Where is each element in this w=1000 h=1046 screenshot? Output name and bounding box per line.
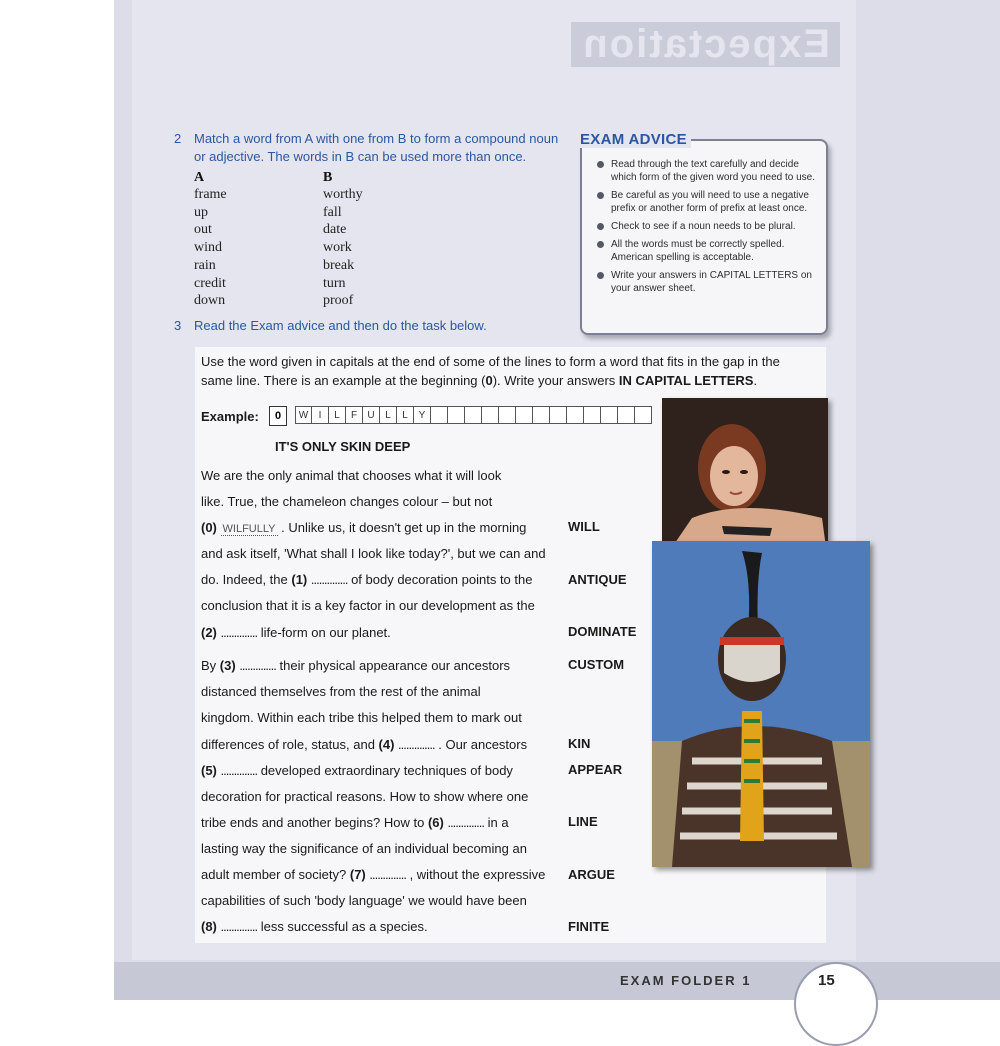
keyword: LINE: [568, 814, 598, 829]
word-a: frame: [194, 187, 227, 202]
example-letter-cell: [431, 406, 448, 424]
text-line: conclusion that it is a key factor in our development as the: [201, 598, 535, 613]
text-line: By (3) .............. their physical appearance our ancestors: [201, 658, 511, 673]
example-letter-cell: W: [295, 406, 312, 424]
photo-tribal-illustration: [652, 541, 870, 867]
keyword: APPEAR: [568, 762, 623, 777]
bullet-icon: [597, 272, 604, 279]
advice-item: Write your answers in CAPITAL LETTERS on your answer sheet.: [597, 269, 819, 295]
text-line: We are the only animal that chooses what it will look: [201, 468, 502, 483]
question-number: 3: [174, 318, 182, 333]
gap: ..............: [220, 763, 258, 778]
word-b: proof: [323, 293, 354, 309]
left-margin: [0, 0, 114, 1000]
example-letter-cell: [499, 406, 516, 424]
example-letter-cell: [465, 406, 482, 424]
question-2: [174, 130, 564, 170]
example-letter-cell: [567, 406, 584, 424]
word-a: up: [194, 204, 208, 220]
bullet-icon: [597, 192, 604, 199]
example-letter-cell: Y: [414, 406, 431, 424]
keyword: ARGUE: [568, 867, 615, 882]
word-a: wind: [194, 240, 222, 256]
photo-tribal-man: [652, 541, 870, 867]
keyword: CUSTOM: [568, 657, 625, 672]
text-line: do. Indeed, the (1) .............. of body decoration points to the: [201, 572, 533, 587]
word-a: rain: [194, 257, 216, 273]
gap: ..............: [310, 572, 348, 587]
text-line: (5) .............. developed extraordinary techniques of body: [201, 763, 513, 778]
example-letter-cell: U: [363, 406, 380, 424]
keyword: DOMINATE: [568, 624, 637, 639]
text-title: IT'S ONLY SKIN DEEP: [275, 439, 411, 454]
text-line: distanced themselves from the rest of the animal: [201, 684, 481, 699]
example-letter-cell: L: [380, 406, 397, 424]
gap: ..............: [369, 867, 406, 882]
text-line: differences of role, status, and (4) .............. . Our ancestors: [201, 737, 528, 752]
example-letter-cell: L: [329, 406, 346, 424]
text-line: (0) WILFULLY . Unlike us, it doesn't get up in the morning: [201, 520, 527, 535]
footer-label: EXAM FOLDER 1: [620, 973, 752, 988]
example-letter-cell: F: [346, 406, 363, 424]
word-a: credit: [194, 275, 226, 291]
advice-item: Read through the text carefully and decide which form of the given word you need to use.: [597, 158, 819, 184]
text-line: lasting way the significance of an individual becoming an: [201, 841, 527, 856]
text-line: kingdom. Within each tribe this helped them to mark out: [201, 710, 522, 725]
text-line: decoration for practical reasons. How to show where one: [201, 789, 529, 804]
example-number-box: 0: [269, 406, 287, 426]
gap: ..............: [398, 737, 435, 752]
advice-item: Check to see if a noun needs to be plural.: [597, 220, 819, 233]
task-instruction: Use the word given in capitals at the end of some of the lines to form a word that fits in the gap in the same line. There is an example at the beginning (0). Write your answers IN CAPITAL LETTERS.: [201, 354, 780, 388]
text-line: like. True, the chameleon changes colour – but not: [201, 494, 493, 509]
question-number: 2: [174, 131, 182, 146]
example-letter-cell: L: [397, 406, 414, 424]
word-b: fall: [323, 204, 342, 220]
word-b: turn: [323, 275, 346, 291]
column-b-heading: B: [323, 170, 333, 185]
photo-woman-tattoo: [662, 398, 828, 562]
example-letter-cell: [482, 406, 499, 424]
gap: ..............: [239, 658, 276, 673]
text-line: capabilities of such 'body language' we would have been: [201, 893, 527, 908]
word-b: work: [323, 240, 352, 256]
example-letter-cell: [618, 406, 635, 424]
page-number-circle: [794, 962, 878, 1046]
bullet-icon: [597, 223, 604, 230]
question-text: Match a word from A with one from B to form a compound noun or adjective. The words in B can be used more than once.: [194, 131, 559, 164]
gap: ..............: [447, 815, 485, 830]
gap: ..............: [220, 919, 258, 934]
column-a-heading: A: [194, 170, 205, 185]
text-line: (2) .............. life-form on our planet.: [201, 625, 391, 640]
word-a: down: [194, 293, 226, 309]
keyword: WILL: [568, 519, 600, 534]
bleed-through-title: Expectation: [520, 22, 840, 72]
word-b: break: [323, 257, 355, 273]
example-answer-grid: [295, 406, 652, 424]
text-line: adult member of society? (7) .............. , without the expressive: [201, 867, 546, 882]
column-b-list: [323, 186, 363, 310]
example-letter-cell: [533, 406, 550, 424]
handwritten-answer: WILFULLY: [222, 523, 276, 535]
bullet-icon: [597, 241, 604, 248]
text-line: tribe ends and another begins? How to (6) .............. in a: [201, 815, 509, 830]
advice-item: Be careful as you will need to use a negative prefix or another form of prefix at least once.: [597, 189, 819, 215]
example-letter-cell: [516, 406, 533, 424]
advice-item: All the words must be correctly spelled. American spelling is acceptable.: [597, 238, 819, 264]
keyword: KIN: [568, 736, 591, 751]
word-b: date: [323, 222, 347, 238]
text-line: (8) .............. less successful as a species.: [201, 919, 428, 934]
example-letter-cell: [601, 406, 618, 424]
example-letter-cell: [584, 406, 601, 424]
bullet-icon: [597, 161, 604, 168]
word-a: out: [194, 222, 212, 238]
example-label: Example:: [201, 409, 259, 424]
keyword: FINITE: [568, 919, 610, 934]
question-text: Read the Exam advice and then do the task below.: [194, 318, 487, 333]
word-b: worthy: [323, 187, 363, 202]
gap: ..............: [220, 625, 258, 640]
example-letter-cell: [550, 406, 567, 424]
column-a-list: [194, 186, 227, 310]
page-number: 15: [818, 972, 835, 989]
text-line: and ask itself, 'What shall I look like today?', but we can and: [201, 546, 546, 561]
example-letter-cell: I: [312, 406, 329, 424]
example-letter-cell: [448, 406, 465, 424]
exam-advice-list: [597, 158, 819, 300]
exam-advice-title: EXAM ADVICE: [580, 131, 691, 148]
keyword: ANTIQUE: [568, 572, 627, 587]
photo-woman-illustration: [662, 398, 828, 562]
example-letter-cell: [635, 406, 652, 424]
